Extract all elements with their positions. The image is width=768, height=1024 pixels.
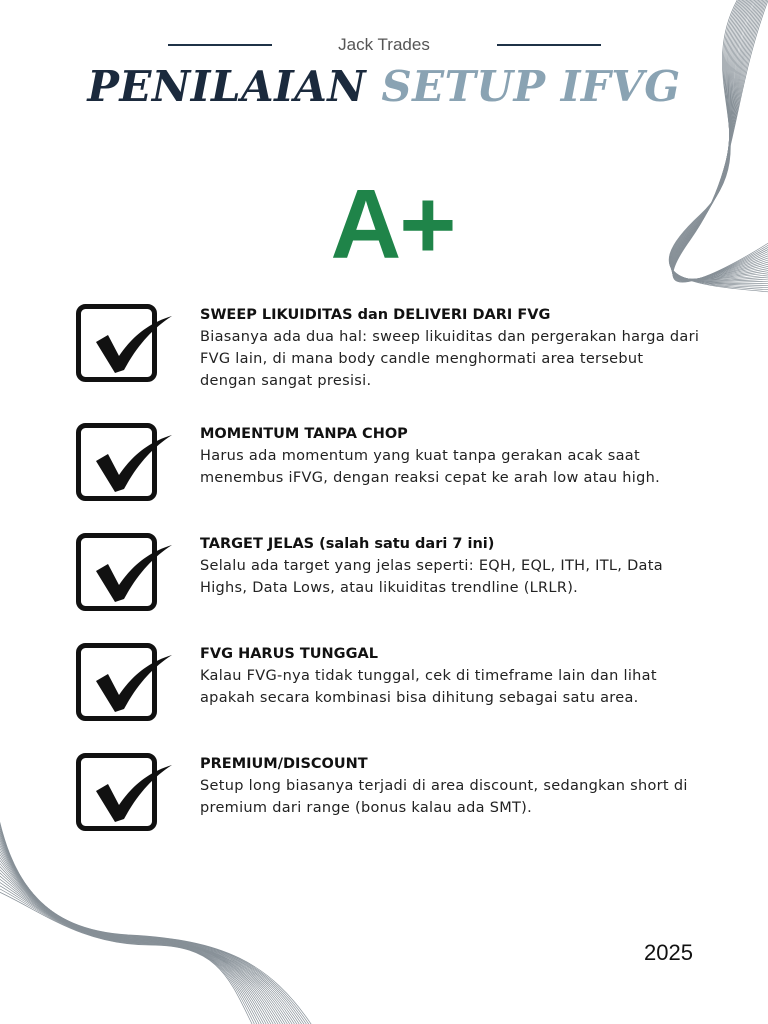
- checkbox-checked-icon: [76, 533, 176, 613]
- author-name: Jack Trades: [338, 35, 430, 54]
- checkbox-checked-icon: [76, 304, 176, 384]
- checklist-item-description: Biasanya ada dua hal: sweep likuiditas dan pergerakan harga dari FVG lain, di mana body candle menghormati area tersebut dengan sangat presisi.: [200, 329, 700, 389]
- year-label: 2025: [644, 940, 693, 965]
- title-part-1: PENILAIAN: [87, 62, 367, 111]
- checkbox-checked-icon: [76, 423, 176, 503]
- checklist-item-description: Kalau FVG-nya tidak tunggal, cek di timeframe lain dan lihat apakah secara kombinasi bisa dihitung sebagai satu area.: [200, 668, 657, 706]
- checklist-item-description: Harus ada momentum yang kuat tanpa gerakan acak saat menembus iFVG, dengan reaksi cepat ke arah low atau high.: [200, 448, 660, 486]
- page-title: [0, 62, 768, 111]
- grade-label: A+: [330, 169, 455, 279]
- checklist-item-title: FVG HARUS TUNGGAL: [200, 646, 378, 662]
- header: [0, 34, 768, 58]
- header-rule-right: [497, 44, 601, 46]
- title-part-2: SETUP IFVG: [381, 62, 681, 111]
- checklist-item-description: Selalu ada target yang jelas seperti: EQH, EQL, ITH, ITL, Data Highs, Data Lows, atau likuiditas trendline (LRLR).: [200, 558, 663, 596]
- checklist-item-title: TARGET JELAS (salah satu dari 7 ini): [200, 536, 495, 552]
- checkbox-checked-icon: [76, 753, 176, 833]
- checklist-item-title: MOMENTUM TANPA CHOP: [200, 426, 408, 442]
- checklist-item-description: Setup long biasanya terjadi di area discount, sedangkan short di premium dari range (bonus kalau ada SMT).: [200, 778, 688, 816]
- checklist-item-title: SWEEP LIKUIDITAS dan DELIVERI DARI FVG: [200, 307, 551, 323]
- checkbox-checked-icon: [76, 643, 176, 723]
- checklist-item-title: PREMIUM/DISCOUNT: [200, 756, 368, 772]
